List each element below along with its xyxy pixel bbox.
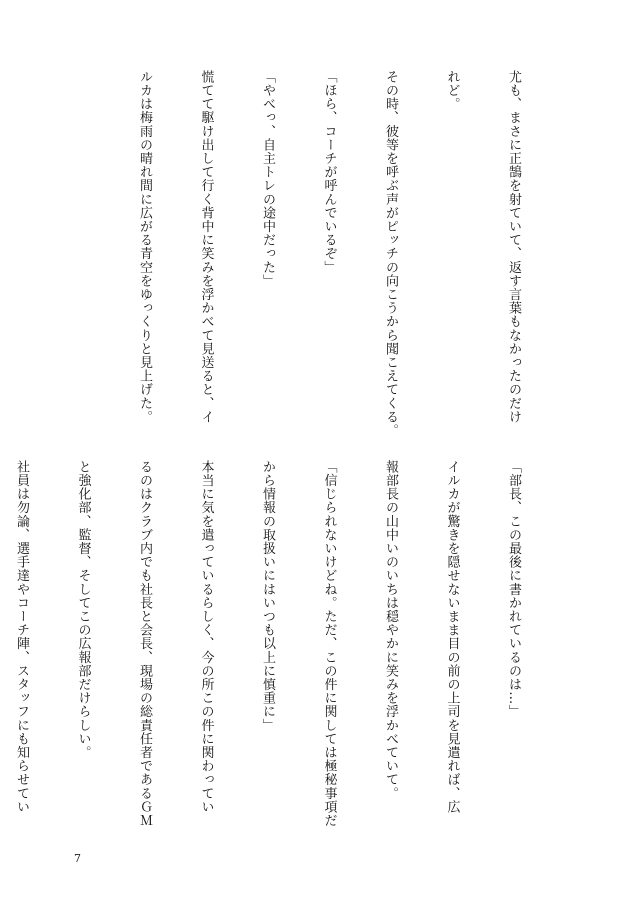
blank-line [72, 70, 93, 450]
text-line: 「部長、この最後に書かれているのは…」 [506, 460, 521, 719]
text-line: ルカは梅雨の晴れ間に広がる青空をゆっくりと見上げた。 [137, 70, 152, 424]
text-line: その時、彼等を呼ぶ声がピッチの向こうから聞こえてくる。 [383, 70, 398, 438]
text-line: 報部長の山中いのいちは穏やかに笑みを浮かべていて。 [383, 460, 398, 800]
text-line: イルカが驚きを隠せないまま目の前の上司を見遣れば、広 [444, 460, 460, 814]
text-line: から情報の取扱いにはいつも以上に慎重に」 [260, 460, 275, 732]
text-line: 「ほら、コーチが呼んでいるぞ」 [321, 70, 337, 274]
text-line: 慌てて駆け出して行く背中に笑みを浮かべて見送ると、イ [198, 70, 214, 424]
text-block-top [78, 70, 564, 450]
text-line: るのはクラブ内でも社長と会長、現場の総責任者であるＧＭ [137, 460, 152, 828]
blank-line [11, 70, 32, 450]
text-line: 「信じられないけどね。ただ、この件に関しては極秘事項だ [321, 460, 337, 828]
text-line: 社員は勿論、選手達やコーチ陣、スタッフにも知らせてい [14, 460, 29, 814]
text-line: と強化部、監督、そしてこの広報部だけらしい。 [75, 460, 91, 760]
text-line: 「やべっ、自主トレの途中だった」 [260, 70, 275, 288]
text-block-bottom [14, 460, 564, 840]
text-line: 本当に気を遣っているらしく、今の所この件に関わってい [198, 460, 214, 814]
text-line: 尤も、まさに正鵠を射ていて、返す言葉もなかったのだけ [506, 70, 521, 424]
text-line: れど。 [444, 70, 460, 111]
page-number: 7 [74, 852, 81, 865]
